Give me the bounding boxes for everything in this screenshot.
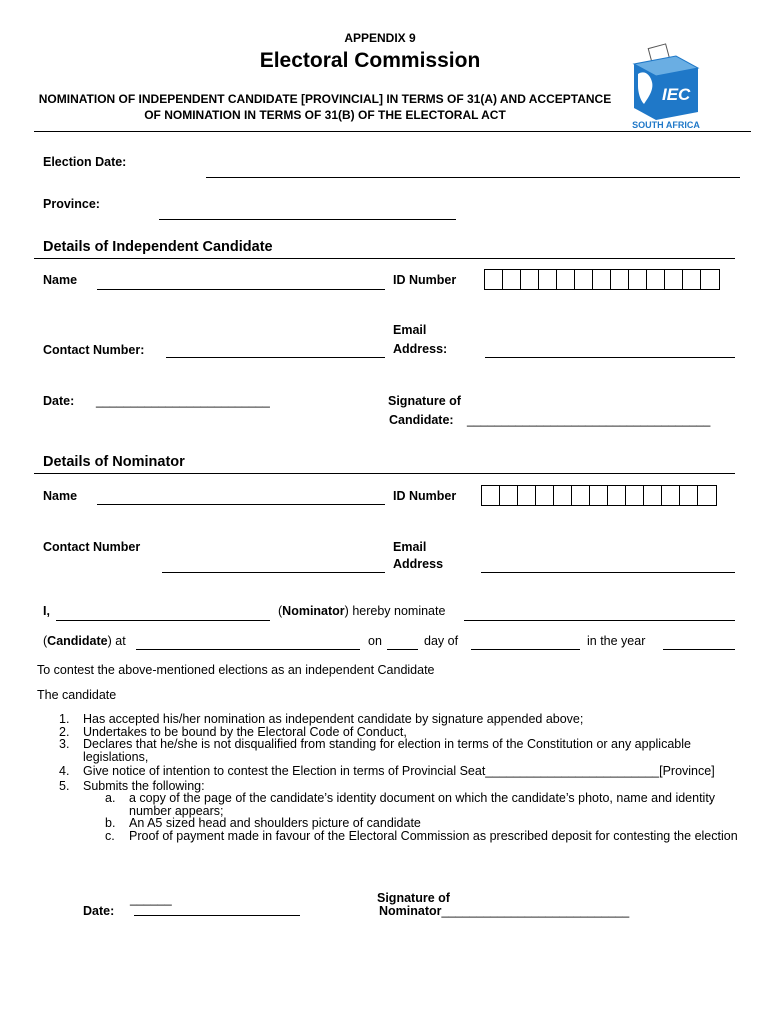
list-item: 3. Declares that he/she is not disqualified from standing for election in terms of the Constitution or any applicable legislations, [59,737,691,764]
in-the-year-text: in the year [587,634,646,648]
nominator-signature-field[interactable]: ___________________________ [441,904,630,918]
nominator-bold-text: Nominator [282,604,345,618]
on-text: on [368,634,382,648]
nominator-email-field[interactable] [481,572,735,573]
appendix-label: APPENDIX 9 [344,31,416,45]
candidate-fullname-field[interactable] [464,620,735,621]
day-of-text: day of [424,634,459,648]
nominator-email-label-2: Address [393,557,444,571]
candidate-contact-field[interactable] [166,357,385,358]
candidate-section-heading: Details of Independent Candidate [43,239,273,255]
list-item: 4. Give notice of intention to contest the Election in terms of Provincial Seat_________________________[Province] [59,764,715,778]
candidate-id-label: ID Number [393,273,457,287]
candidate-at-statement: (Candidate) at [43,634,126,648]
year-field[interactable] [663,649,735,650]
candidate-email-label-1: Email [393,323,427,337]
form-subtitle-line1: NOMINATION OF INDEPENDENT CANDIDATE [PROVINCIAL] IN TERMS OF 31(A) AND ACCEPTANCE [38,92,612,106]
candidate-email-label-2: Address: [393,342,448,356]
month-field[interactable] [471,649,580,650]
candidate-signature-label-1: Signature of [388,394,461,408]
list-item: 5. Submits the following: a. a copy of the page of the candidate’s identity document on which the candidate’s photo, name and identity number appears; b. An A5 sized head and shoulders picture of candidate c. Proof of payment made in favour of the Electoral Commission as prescribed deposit for contesting the election [37,780,747,843]
logo-caption: SOUTH AFRICA [632,120,700,130]
list-item: 2. Undertakes to be bound by the Electoral Code of Conduct, [59,724,407,739]
nominator-contact-field[interactable] [162,572,385,573]
nominator-section-divider [34,473,735,474]
province-field[interactable] [159,219,456,220]
candidate-signature-label-2: Candidate: [389,413,454,427]
place-field[interactable] [136,649,360,650]
candidate-bold-text: Candidate [47,634,108,648]
election-date-field[interactable] [206,177,740,178]
sublist-item: c. Proof of payment made in favour of the Electoral Commission as prescribed deposit for contesting the election [105,828,738,843]
footer-date-blank-small[interactable]: ______ [130,892,172,906]
candidate-section-divider [34,258,735,259]
logo-text: IEC [662,85,691,104]
sublist-item: b. An A5 sized head and shoulders picture of candidate [105,816,421,830]
footer-date-field[interactable] [134,915,300,916]
nominator-signature-label-2: Nominator [379,904,442,918]
list-item: 1. Has accepted his/her nomination as independent candidate by signature appended above; [59,712,584,726]
at-text: at [111,634,126,648]
nomination-i-label: I, [43,604,50,618]
province-label: Province: [43,197,100,211]
form-subtitle-line2: OF NOMINATION IN TERMS OF 31(B) OF THE ELECTORAL ACT [144,108,506,122]
nominator-email-label-1: Email [393,540,427,554]
contest-statement: To contest the above-mentioned elections as an independent Candidate [37,663,435,677]
the-candidate-label: The candidate [37,688,117,702]
nominator-signature-label-1: Signature of [377,891,450,905]
candidate-date-label: Date: [43,394,75,408]
nominator-id-boxes[interactable] [481,485,717,506]
page-title: Electoral Commission [259,49,481,72]
candidate-name-label: Name [43,273,78,287]
iec-logo [630,42,702,134]
nominator-contact-label: Contact Number [43,540,141,554]
day-field[interactable] [387,649,418,650]
candidate-email-field[interactable] [485,357,735,358]
nominate-statement: (Nominator) hereby nominate [278,604,446,618]
nominator-section-heading: Details of Nominator [43,454,185,470]
nominator-id-label: ID Number [393,489,457,503]
nominator-signature-line [379,904,629,918]
hereby-nominate-text: hereby nominate [348,604,446,618]
footer-date-label: Date: [83,904,115,918]
header-divider [34,131,751,132]
submission-sublist [83,792,747,842]
candidate-date-field[interactable]: _________________________ [96,394,270,408]
candidate-undertakings-list [37,713,747,842]
candidate-name-field[interactable] [97,289,385,290]
candidate-signature-field[interactable]: ___________________________________ [467,413,711,427]
nominator-name-label: Name [43,489,78,503]
nominator-name-field[interactable] [97,504,385,505]
nominator-fullname-field[interactable] [56,620,270,621]
candidate-id-boxes[interactable] [484,269,720,290]
election-date-label: Election Date: [43,155,127,169]
candidate-contact-label: Contact Number: [43,343,145,357]
sublist-item: a. a copy of the page of the candidate’s identity document on which the candidate’s photo, name and identity number appears; [105,791,716,818]
